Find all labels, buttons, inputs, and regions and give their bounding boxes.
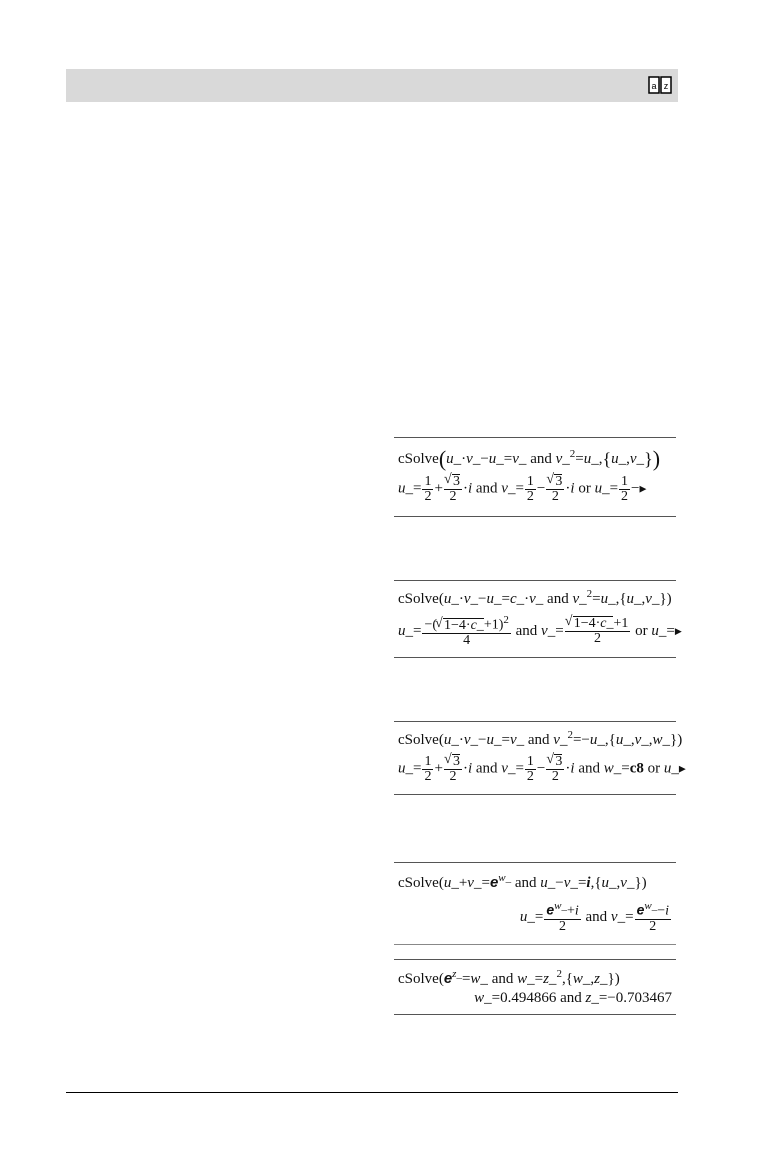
footer-rule [66, 1092, 678, 1093]
example-box-3 [394, 721, 686, 795]
example-box-2 [394, 580, 682, 658]
svg-text:z: z [663, 81, 669, 91]
input-line: $cSolve(u\_+v\_=e^{w\_}$ and u_−v_=i,{u_,v_}) [398, 872, 647, 891]
book-icon [648, 75, 672, 95]
input-line: cSolve(u_·v_−u_=c_·v_ and v_$^2$=u_,{u_,v_}) [398, 588, 672, 607]
command-name: cSolve [398, 732, 439, 748]
command-name: cSolve [398, 971, 439, 987]
result-line: u_= $\frac{1}{2}$ + √ $\frac{3}{2}$ ·i and v_= $\frac{1}{2}$ − √ $\frac{3}{2}$ ·i or u_= $\frac{1}{2}$ −▶ [398, 474, 672, 504]
section-header-bar [66, 69, 678, 102]
divider [394, 959, 676, 960]
input-line: cSolve(u_·v_−u_=v_ and v_$^2$=−u_,{u_,v_,w_}) [398, 729, 683, 748]
result-line: u_= $\frac{-(√ 1-4\cdot c\_+1)^2}{4}$ and v_= √ $\frac{1-4\cdot c\_+1}{2}$ or u_=▶ [398, 615, 672, 648]
result-line: w_=0.494866 and z_=−0.703467 [474, 990, 672, 1006]
svg-text:a: a [651, 81, 657, 91]
example-box-4 [394, 862, 676, 1015]
example-box-1 [394, 437, 676, 517]
input-line: $cSolve(e^{z\_}=w\_$ and w_=z_$^2$,{w_,z_}) [398, 968, 620, 987]
input-line: cSolve(u_·v_−u_=v_ and v_$^2$=u_,{u_,v_}) [398, 446, 661, 471]
divider [394, 944, 676, 945]
command-name: cSolve [398, 875, 439, 891]
command-name: cSolve [398, 451, 439, 467]
result-line: u_= $\frac{e^{w\_}+i}{2}$ and v_= $\frac{e^{w\_}-i}{2}$ [519, 900, 669, 934]
result-line: u_= $\frac{1}{2}$ + √ $\frac{3}{2}$ ·i and v_= $\frac{1}{2}$ − √ $\frac{3}{2}$ ·i and w_=c8 or u_▶ [398, 754, 672, 784]
command-name: cSolve [398, 591, 439, 607]
